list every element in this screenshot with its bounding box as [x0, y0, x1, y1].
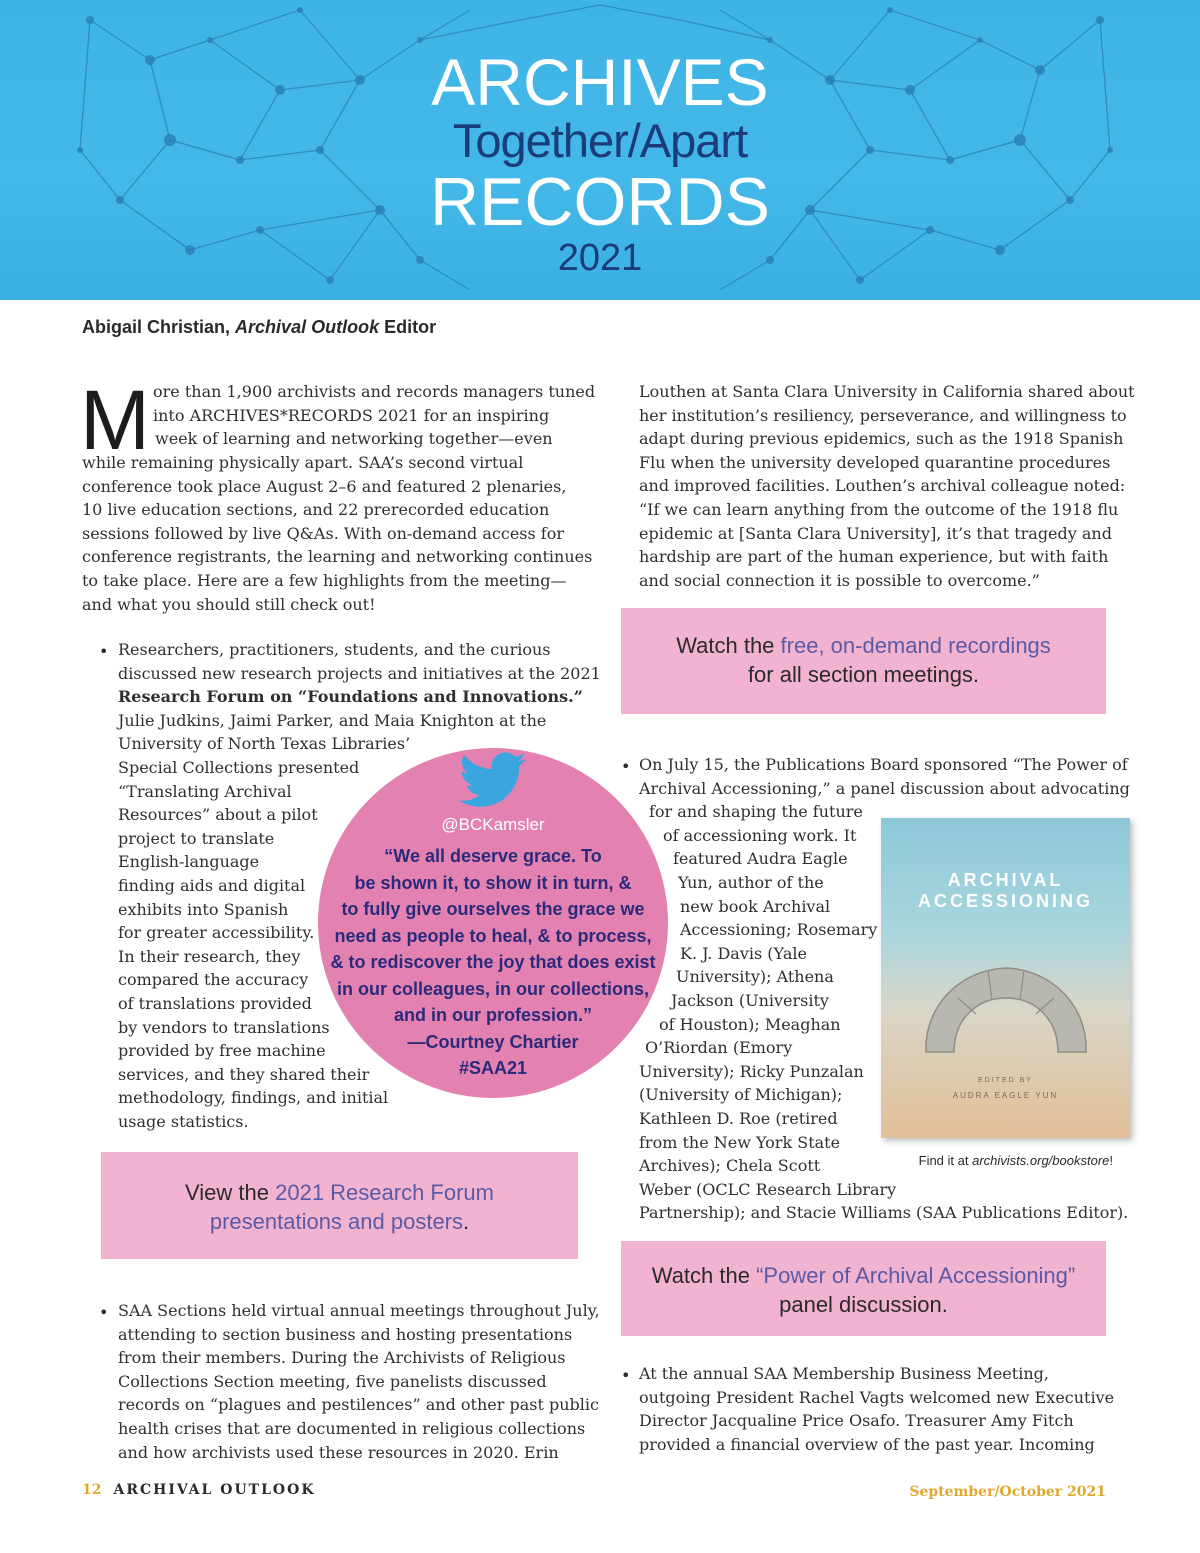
bullet-line: Director Jacqualine Price Osafo. Treasurer Amy Fitch: [639, 1411, 1074, 1431]
bullet-marker: •: [621, 757, 631, 776]
bullet-line: from the New York State: [639, 1132, 841, 1152]
intro-paragraph: [82, 451, 592, 616]
header-banner: [0, 0, 1200, 300]
callout-section-recordings: [621, 608, 1106, 714]
tweet-line: and in our profession.”: [393, 1005, 592, 1025]
bookstore-link[interactable]: archivists.org/bookstore: [972, 1153, 1110, 1168]
bullet-line: Research Forum on “Foundations and Innovations.”: [118, 687, 583, 707]
bullet-line: University); Athena: [676, 967, 834, 987]
tweet-hashtag: #SAA21: [458, 1058, 528, 1078]
book-author: AUDRA EAGLE YUN: [952, 1091, 1059, 1100]
callout-research-forum: [101, 1152, 578, 1259]
intro-line: week of learning and networking together—even: [155, 429, 553, 449]
intro-line: and what you should still check out!: [82, 594, 376, 614]
magazine-name: ARCHIVAL OUTLOOK: [113, 1482, 316, 1498]
book-edited-by: EDITED BY: [978, 1077, 1033, 1084]
bullet-line: records on “plagues and pestilences” and other past public: [118, 1395, 599, 1415]
right-column-paragraph: [639, 380, 1135, 592]
bullet-line: discussed new research projects and initiatives at the 2021: [118, 663, 601, 683]
bullet-line: University); Ricky Punzalan: [639, 1061, 864, 1081]
bullet-line: Weber (OCLC Research Library: [639, 1179, 897, 1199]
bullet-line: from their members. During the Archivists of Religious: [118, 1348, 566, 1368]
callout-text: panel discussion.: [779, 1292, 948, 1317]
tweet-line: be shown it, to show it in turn, &: [354, 872, 632, 893]
tweet-line: need as people to heal, & to process,: [334, 925, 652, 946]
bullet-line: SAA Sections held virtual annual meetings throughout July,: [118, 1301, 600, 1320]
intro-line: ore than 1,900 archivists and records managers tuned: [153, 382, 596, 401]
bullet-line: outgoing President Rachel Vagts welcomed new Executive: [639, 1387, 1115, 1407]
bullet-line: Julie Judkins, Jaimi Parker, and Maia Knighton at the: [118, 710, 547, 730]
intro-paragraph-indented: [153, 380, 595, 451]
bullet-line: for greater accessibility.: [118, 923, 315, 943]
intro-line: conference took place August 2–6 and featured 2 plenaries,: [82, 476, 567, 496]
bullet-line: health crises that are documented in religious collections: [118, 1418, 586, 1438]
tweet-line: in our colleagues, in our collections,: [336, 978, 650, 999]
bullet-line: In their research, they: [118, 946, 301, 966]
bullet-line: of translations provided: [118, 993, 312, 1013]
bullet-line: finding aids and digital: [118, 875, 306, 895]
paragraph-line: and social connection it is possible to overcome.”: [639, 570, 1040, 590]
bullet-line: for and shaping the future: [649, 802, 863, 822]
intro-line: conference registrants, the learning and networking continues: [82, 547, 593, 567]
bullet-line: usage statistics.: [118, 1111, 249, 1131]
paragraph-line: Louthen at Santa Clara University in California shared about: [639, 382, 1135, 401]
bullet-line: services, and they shared their: [118, 1064, 370, 1084]
bullet-line: new book Archival: [680, 896, 831, 916]
bullet-line: Researchers, practitioners, students, and the curious: [118, 640, 551, 659]
tweet-quote-text: [318, 843, 668, 1082]
callout-text: View the: [185, 1180, 276, 1205]
tweet-line: & to rediscover the joy that does exist: [330, 952, 656, 972]
bullet-line: Archival Accessioning,” a panel discussion about advocating: [639, 778, 1130, 798]
research-forum-link[interactable]: 2021 Research Forum: [275, 1180, 494, 1205]
bullet-line: and how archivists used these resources in 2020. Erin: [118, 1442, 559, 1462]
banner-title-year: 2021: [557, 237, 643, 279]
intro-line: into ARCHIVES*RECORDS 2021 for an inspiring: [153, 405, 550, 425]
book-title-line: ARCHIVAL: [947, 870, 1064, 890]
bullet-line: project to translate: [118, 828, 275, 848]
byline-publication: Archival Outlook: [235, 317, 380, 337]
intro-line: sessions followed by live Q&As. With on-demand access for: [82, 523, 564, 543]
bullet-marker: •: [621, 1366, 631, 1385]
banner-title-records: RECORDS: [429, 164, 771, 240]
tweet-handle: @BCKamsler: [441, 815, 545, 834]
bullet-line: exhibits into Spanish: [118, 899, 289, 919]
bullet-line: Jackson (University: [671, 990, 829, 1010]
paragraph-line: “If we can learn anything from the outcome of the 1918 flu: [639, 499, 1119, 519]
bullet-line: On July 15, the Publications Board sponsored “The Power of: [639, 755, 1128, 774]
bullet-sections: [118, 1299, 600, 1464]
callout-text: .: [463, 1209, 470, 1234]
bullet-line: Partnership); and Stacie Williams (SAA Publications Editor).: [639, 1203, 1129, 1223]
bullet-line: featured Audra Eagle: [673, 849, 848, 869]
book-title-line: ACCESSIONING: [917, 891, 1094, 911]
paragraph-line: hardship are part of the human experience, but with faith: [639, 547, 1109, 567]
callout-text: Watch the: [651, 1263, 757, 1288]
bullet-line: compared the accuracy: [118, 970, 309, 990]
page-number: 12: [82, 1482, 102, 1498]
bullet-line: English-language: [118, 852, 260, 872]
tweet-attribution: —Courtney Chartier: [407, 1031, 579, 1052]
book-cover-title: [881, 870, 1130, 912]
bullet-line: (University of Michigan);: [639, 1085, 843, 1105]
bullet-line: provided by free machine: [118, 1041, 326, 1061]
bullet-marker: •: [99, 642, 109, 661]
presentations-posters-link[interactable]: presentations and posters: [209, 1209, 464, 1234]
bullet-line: attending to section business and hosting presentations: [118, 1324, 573, 1344]
bullet-line: K. J. Davis (Yale: [680, 943, 807, 963]
bullet-line: of Houston); Meaghan: [659, 1014, 841, 1034]
bullet-line: Kathleen D. Roe (retired: [639, 1108, 838, 1128]
paragraph-line: and improved facilities. Louthen’s archival colleague noted:: [639, 476, 1126, 496]
tweet-line: “We all deserve grace. To: [384, 846, 602, 866]
banner-title-together-apart: Together/Apart: [452, 114, 748, 167]
bullet-line: methodology, findings, and initial: [118, 1088, 389, 1108]
bullet-line: provided a financial overview of the past year. Incoming: [639, 1434, 1095, 1454]
caption-text: Find it at: [918, 1153, 973, 1168]
callout-text: Watch the: [676, 633, 781, 658]
callout-text: for all section meetings.: [747, 662, 980, 687]
footer-left: [82, 1482, 315, 1498]
callout-power-of-accessioning: [621, 1241, 1106, 1336]
book-cover-arch-image: [918, 948, 1094, 1058]
bullet-line: of accessioning work. It: [663, 825, 857, 845]
bullet-line: by vendors to translations: [118, 1017, 330, 1037]
drop-cap: M: [80, 373, 150, 467]
byline-role: Editor: [384, 317, 437, 337]
byline: [82, 317, 436, 338]
power-of-accessioning-link[interactable]: “Power of Archival Accessioning”: [756, 1263, 1076, 1288]
caption-text: !: [1109, 1153, 1113, 1168]
bullet-line: Resources” about a pilot: [118, 805, 318, 825]
bullet-business-meeting: [639, 1362, 1114, 1456]
twitter-bird-icon: [458, 752, 528, 808]
bullet-marker: •: [99, 1303, 109, 1322]
book-caption: [881, 1153, 1113, 1168]
on-demand-recordings-link[interactable]: free, on-demand recordings: [780, 633, 1051, 658]
paragraph-line: her institution’s resiliency, perseverance, and willingness to: [639, 405, 1127, 425]
bullet-line: Archives); Chela Scott: [639, 1156, 821, 1176]
bullet-line: At the annual SAA Membership Business Meeting,: [639, 1364, 1049, 1383]
bullet-line: Collections Section meeting, five panelists discussed: [118, 1371, 547, 1391]
bullet-line: O’Riordan (Emory: [645, 1038, 793, 1058]
bullet-line: “Translating Archival: [118, 781, 292, 801]
intro-line: while remaining physically apart. SAA’s second virtual: [82, 453, 524, 472]
intro-line: to take place. Here are a few highlights from the meeting—: [82, 570, 567, 590]
paragraph-line: adapt during previous epidemics, such as the 1918 Spanish: [639, 429, 1124, 449]
bullet-line: Accessioning; Rosemary: [680, 920, 878, 940]
paragraph-line: Flu when the university developed quarantine procedures: [639, 452, 1111, 472]
paragraph-line: epidemic at [Santa Clara University], it’s that tragedy and: [639, 523, 1112, 543]
byline-author: Abigail Christian,: [82, 317, 231, 337]
bullet-line: University of North Texas Libraries’: [118, 734, 411, 754]
bullet-line: Yun, author of the: [678, 872, 824, 892]
bullet-line: Special Collections presented: [118, 757, 360, 777]
tweet-line: to fully give ourselves the grace we: [341, 899, 645, 919]
intro-line: 10 live education sections, and 22 prerecorded education: [82, 500, 550, 520]
banner-title-archives: ARCHIVES: [431, 45, 769, 119]
issue-date: September/October 2021: [909, 1484, 1106, 1500]
